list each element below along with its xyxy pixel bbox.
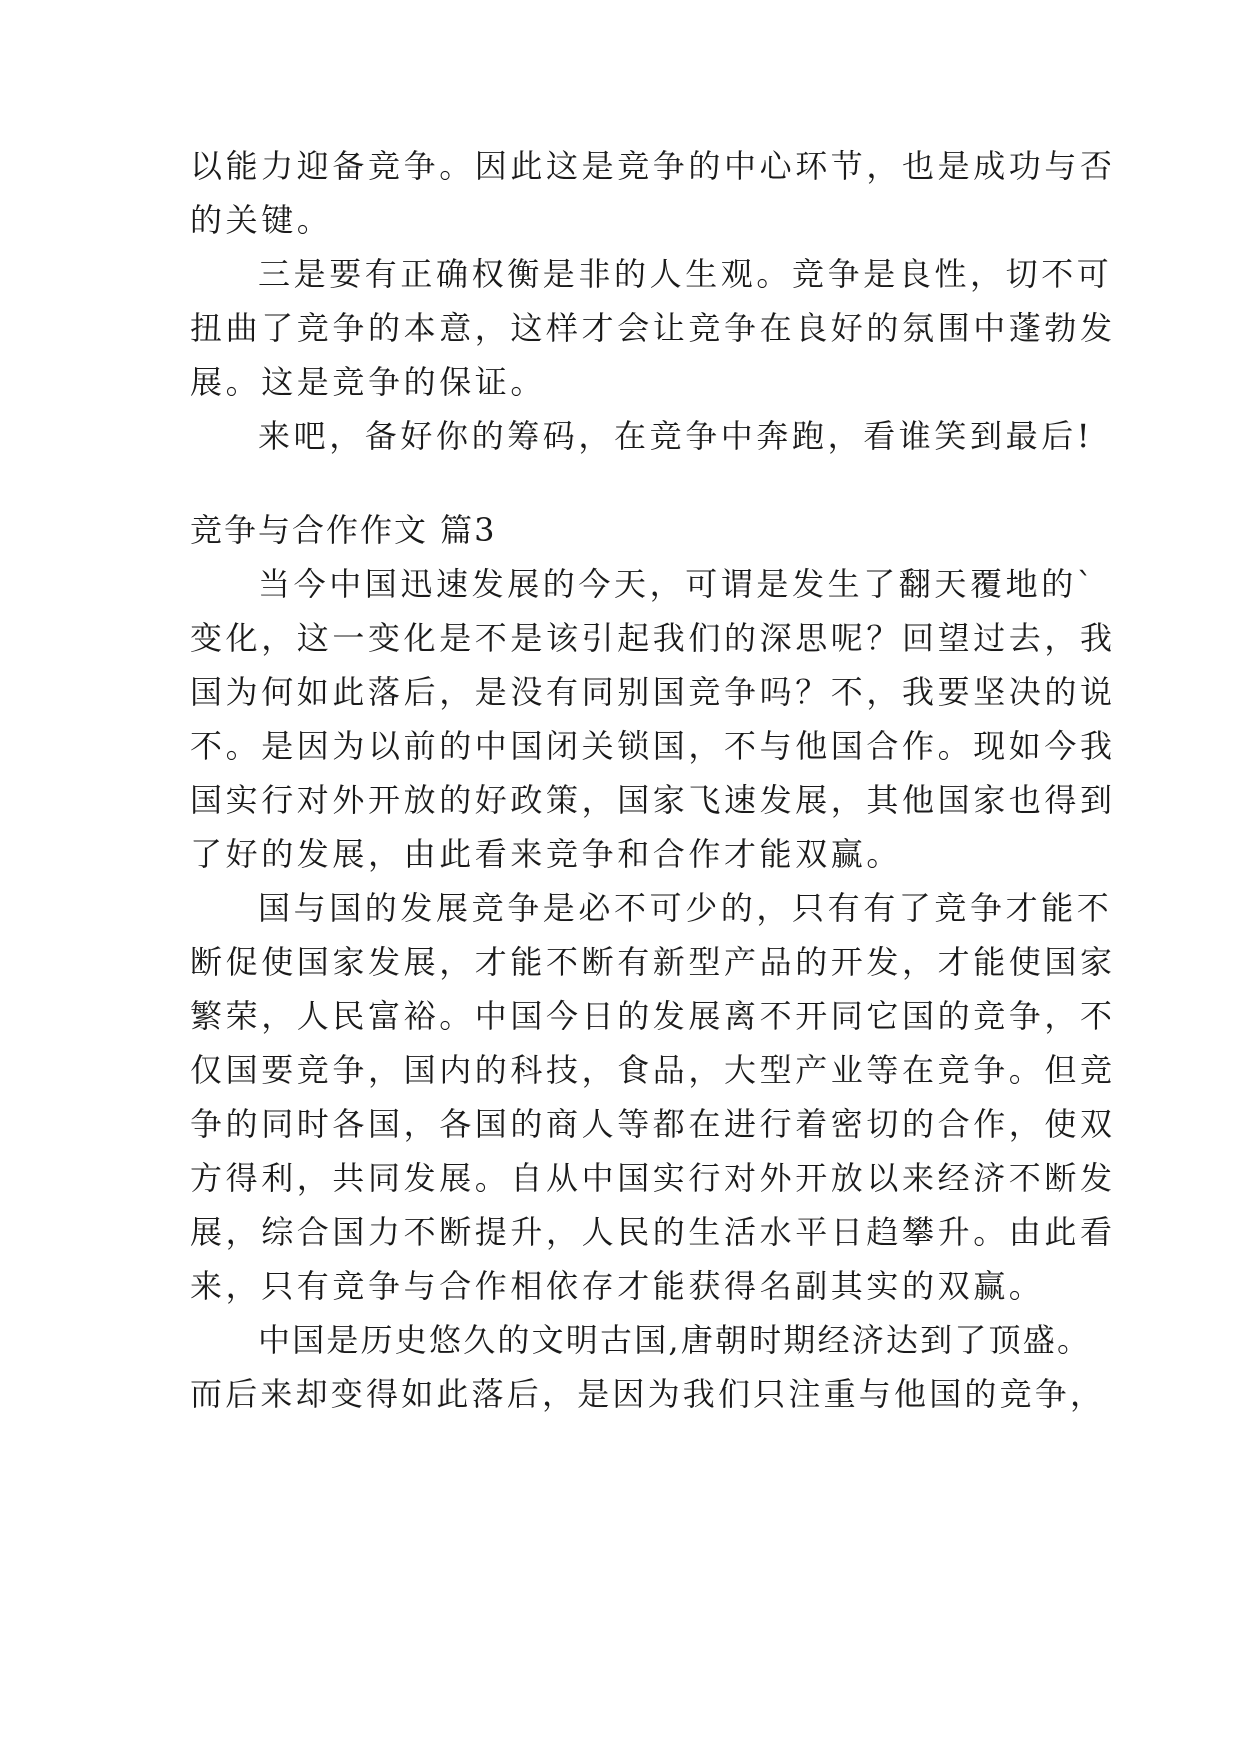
text-line: 断促使国家发展，才能不断有新型产品的开发，才能使国家 bbox=[190, 943, 1116, 981]
text-line: 来吧，备好你的筹码，在竞争中奔跑，看谁笑到最后! bbox=[258, 417, 1094, 455]
text-line: 展，综合国力不断提升，人民的生活水平日趋攀升。由此看 bbox=[190, 1213, 1116, 1251]
text-line: 扭曲了竞争的本意，这样才会让竞争在良好的氛围中蓬勃发 bbox=[190, 309, 1116, 347]
text-line: 展。这是竞争的保证。 bbox=[190, 363, 547, 401]
text-line: 方得利，共同发展。自从中国实行对外开放以来经济不断发 bbox=[190, 1159, 1116, 1197]
text-line: 仅国要竞争，国内的科技，食品，大型产业等在竞争。但竞 bbox=[190, 1051, 1116, 1089]
text-line: 的关键。 bbox=[190, 201, 333, 239]
text-line: 当今中国迅速发展的今天，可谓是发生了翻天覆地的` bbox=[258, 565, 1097, 603]
text-line: 而后来却变得如此落后，是因为我们只注重与他国的竞争， bbox=[190, 1375, 1106, 1413]
text-line: 国与国的发展竞争是必不可少的，只有有了竞争才能不 bbox=[258, 889, 1113, 927]
text-line: 中国是历史悠久的文明古国,唐朝时期经济达到了顶盛。 bbox=[258, 1321, 1092, 1359]
text-line: 了好的发展，由此看来竞争和合作才能双赢。 bbox=[190, 835, 903, 873]
text-line: 争的同时各国，各国的商人等都在进行着密切的合作，使双 bbox=[190, 1105, 1116, 1143]
text-line: 国为何如此落后，是没有同别国竞争吗？不，我要坚决的说 bbox=[190, 673, 1116, 711]
section-heading: 竞争与合作作文 篇3 bbox=[190, 511, 497, 549]
text-line: 三是要有正确权衡是非的人生观。竞争是良性，切不可 bbox=[258, 255, 1113, 293]
text-line: 国实行对外开放的好政策，国家飞速发展，其他国家也得到 bbox=[190, 781, 1116, 819]
text-line: 不。是因为以前的中国闭关锁国，不与他国合作。现如今我 bbox=[190, 727, 1116, 765]
text-line: 繁荣，人民富裕。中国今日的发展离不开同它国的竞争，不 bbox=[190, 997, 1116, 1035]
text-line: 以能力迎备竞争。因此这是竞争的中心环节，也是成功与否 bbox=[190, 147, 1116, 185]
text-line: 变化，这一变化是不是该引起我们的深思呢？回望过去，我 bbox=[190, 619, 1116, 657]
text-line: 来，只有竞争与合作相依存才能获得名副其实的双赢。 bbox=[190, 1267, 1045, 1305]
